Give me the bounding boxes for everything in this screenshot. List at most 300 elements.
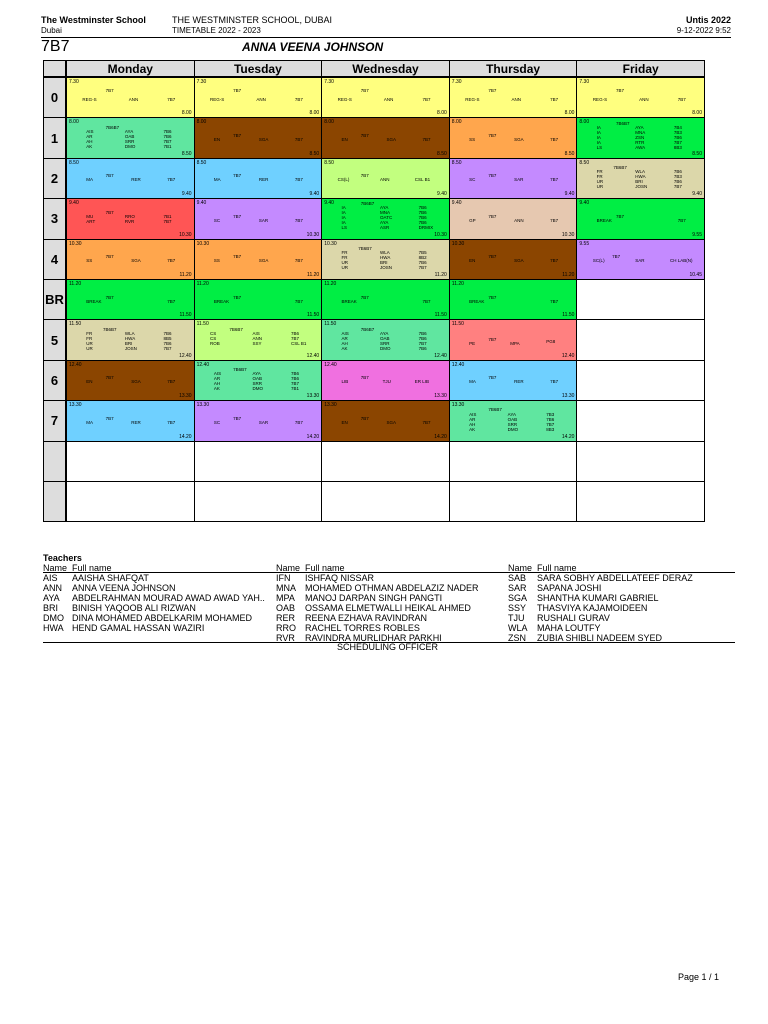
lesson-block: [576, 117, 705, 158]
lesson-block: [321, 360, 450, 401]
scheduling-officer: SCHEDULING OFFICER: [337, 642, 439, 652]
lesson-entry: AIS AR AH AK: [469, 411, 477, 432]
lesson-entry: 7B6 7B6 7B6 7B6 DRMIX: [418, 205, 434, 231]
period-label: 6: [43, 360, 66, 401]
lesson-entry: IA IA IA IA LS: [596, 124, 603, 150]
teacher-row: [43, 623, 265, 633]
lesson-block: [449, 279, 578, 320]
lesson-entry: 7B7: [233, 254, 242, 260]
teacher-fullname: HEND GAMAL HASSAN WAZIRI: [72, 623, 205, 633]
timetable-cell: [321, 441, 450, 482]
lesson-entry: 7B7: [550, 379, 559, 385]
lesson-entry: SGA: [386, 137, 396, 143]
lesson-end-time: 8.50: [564, 150, 575, 157]
lesson-end-time: 11.20: [434, 271, 447, 278]
lesson-end-time: 11.50: [434, 312, 447, 319]
lesson-start-time: 8.00: [69, 119, 79, 126]
lesson-start-time: 9.40: [324, 200, 334, 207]
teacher-row: [43, 613, 265, 623]
lesson-end-time: 10.30: [306, 231, 320, 238]
lesson-entry: AYA MNA OATC AYA ASR: [380, 205, 393, 231]
teacher-fullname: SARA SOBHY ABDELLATEEF DERAZ: [537, 573, 693, 583]
lesson-start-time: 8.50: [69, 159, 79, 166]
teacher-fullname: REENA EZHAVA RAVINDRAN: [305, 613, 428, 623]
lesson-entry: 7B7: [167, 177, 176, 183]
lesson-entry: 7B7: [550, 217, 559, 223]
lesson-entry: 7B7: [294, 137, 303, 143]
lesson-entry: 7B7: [105, 173, 114, 179]
teacher-fullname: ANNA VEENA JOHNSON: [72, 583, 176, 593]
period-label: 0: [43, 77, 66, 118]
teacher-abbr: OAB: [276, 603, 296, 613]
lesson-start-time: 11.20: [324, 281, 337, 287]
lesson-start-time: 9.40: [196, 200, 207, 207]
lesson-entry: REG-S: [465, 96, 480, 102]
school-city: Dubai: [41, 26, 62, 35]
header-divider: [41, 37, 731, 38]
lesson-end-time: 8.00: [437, 110, 447, 117]
lesson-end-time: 11.50: [562, 312, 575, 319]
lesson-block: [194, 360, 323, 401]
lesson-start-time: 13.30: [324, 402, 337, 409]
lesson-entry: AIS AR AH AK: [341, 330, 349, 351]
lesson-block: [576, 198, 705, 239]
lesson-entry: SGA: [131, 379, 141, 385]
teacher-fullname: MOHAMED OTHMAN ABDELAZIZ NADER: [305, 583, 479, 593]
lesson-end-time: 12.40: [561, 352, 575, 359]
teacher-fullname: RAVINDRA MURLIDHAR PARKHI: [305, 633, 442, 643]
lesson-entry: RER: [514, 379, 524, 385]
teacher-abbr: HWA: [43, 623, 64, 633]
lesson-entry: AIS AR AH AK: [213, 371, 222, 392]
timetable-cell: [576, 481, 705, 522]
lesson-end-time: 9.55: [692, 231, 702, 238]
teacher-abbr: ZSN: [508, 633, 526, 643]
lesson-entry: SAR: [514, 177, 524, 183]
lesson-start-time: 11.50: [196, 321, 209, 328]
lesson-start-time: 8.50: [324, 159, 334, 166]
lesson-start-time: 13.30: [196, 402, 210, 409]
lesson-entry: LIB: [341, 379, 349, 385]
lesson-entry: RER: [131, 177, 141, 183]
lesson-entry: AIS AR AH AK: [86, 128, 94, 149]
lesson-entry: FR FR UR UR: [341, 250, 348, 270]
lesson-block: [576, 158, 705, 199]
lesson-end-time: 10.30: [179, 231, 192, 238]
lesson-entry: 7B6 7B6 7B7 7B1: [163, 128, 172, 149]
lesson-entry: 7B6B7: [360, 201, 375, 207]
lesson-entry: 7B7: [488, 337, 497, 343]
lesson-entry: 7B7: [422, 137, 431, 143]
lesson-entry: 7B4 7B3 7B6 7B7 8B3: [673, 124, 682, 150]
school-full-name: THE WESTMINSTER SCHOOL, DUBAI: [172, 15, 333, 25]
timetable-cell: [449, 481, 578, 522]
lesson-end-time: 13.30: [306, 393, 320, 400]
lesson-entry: 7B6B7: [229, 326, 243, 332]
lesson-end-time: 9.40: [309, 191, 320, 198]
teacher-fullname: THASVIYA KAJAMOIDEEN: [537, 603, 648, 613]
lesson-entry: 7B7: [360, 132, 369, 138]
lesson-entry: 7B7: [677, 96, 686, 102]
lesson-entry: ANN: [128, 96, 139, 102]
teacher-fullname: MANOJ DARPAN SINGH PANGTI: [305, 593, 443, 603]
lesson-entry: AYA OAB SRR DMO: [252, 371, 263, 392]
lesson-entry: 7B1 7B7: [163, 213, 172, 224]
teacher-abbr: SAR: [508, 583, 527, 593]
lesson-entry: WLA HWA BRI JOSN: [380, 250, 393, 270]
lesson-start-time: 12.40: [196, 361, 210, 368]
lesson-entry: SC: [469, 177, 476, 183]
day-header: Wednesday: [321, 60, 450, 77]
teacher-abbr: MNA: [276, 583, 296, 593]
lesson-block: [66, 319, 195, 360]
lesson-entry: 7B7: [294, 298, 303, 304]
teacher-row: [276, 623, 479, 633]
period-label: [43, 441, 66, 482]
lesson-start-time: 7.30: [196, 79, 207, 85]
lesson-start-time: 8.00: [196, 119, 207, 126]
lesson-end-time: 10.30: [561, 231, 575, 238]
lesson-start-time: 11.50: [69, 321, 82, 328]
lesson-entry: 7B5 8B2 7B6 7B7: [418, 250, 427, 270]
lesson-block: [321, 117, 450, 158]
lesson-entry: 7B7: [422, 96, 431, 102]
lesson-block: [449, 400, 578, 441]
lesson-start-time: 10.30: [196, 240, 210, 247]
lesson-start-time: 13.30: [69, 402, 82, 409]
lesson-entry: 7B7: [233, 132, 242, 138]
teacher-fullname: SHANTHA KUMARI GABRIEL: [537, 593, 659, 603]
teacher-abbr: MPA: [276, 593, 295, 603]
lesson-start-time: 7.30: [451, 79, 462, 85]
lesson-block: [449, 198, 578, 239]
lesson-entry: SAR: [635, 258, 645, 264]
lesson-entry: SC: [213, 217, 221, 223]
teacher-fullname: ZUBIA SHIBLI NADEEM SYED: [537, 633, 663, 643]
lesson-entry: SGA: [258, 137, 269, 143]
lesson-entry: 7B7: [488, 173, 497, 179]
lesson-entry: 7B7: [360, 88, 369, 94]
lesson-entry: AYA OAB SRR DMO: [124, 128, 136, 149]
period-label: 7: [43, 400, 66, 441]
timetable-cell: [66, 481, 195, 522]
lesson-entry: ANN: [380, 177, 390, 183]
teacher-abbr: RRO: [276, 623, 296, 633]
lesson-start-time: 10.30: [451, 240, 465, 247]
lesson-entry: EN: [341, 419, 348, 425]
lesson-entry: 7B7: [233, 294, 242, 300]
lesson-entry: BREAK: [469, 298, 485, 304]
timetable-grid: [43, 60, 704, 521]
lesson-start-time: 9.40: [69, 200, 79, 207]
lesson-start-time: 7.30: [579, 79, 590, 85]
lesson-end-time: 8.00: [692, 110, 702, 117]
abbr-header: Name: [276, 563, 301, 573]
teacher-fullname: RUSHALI GURAV: [537, 613, 610, 623]
lesson-start-time: 13.30: [451, 402, 465, 409]
lesson-entry: 7B7: [422, 419, 431, 425]
class-code: 7B7: [41, 38, 70, 55]
lesson-entry: 7B7: [294, 419, 303, 425]
lesson-end-time: 11.20: [307, 271, 320, 278]
lesson-entry: SC(L): [592, 258, 605, 264]
teacher-abbr: AIS: [43, 573, 58, 583]
lesson-entry: 7B7: [360, 294, 369, 300]
lesson-entry: EN: [86, 379, 93, 385]
teachers-title: Teachers: [43, 553, 82, 563]
teachers-column-2: [276, 573, 479, 643]
lesson-entry: GP: [469, 217, 476, 223]
lesson-end-time: 8.50: [437, 150, 447, 157]
lesson-start-time: 11.50: [451, 321, 464, 328]
lesson-entry: MA: [86, 419, 94, 425]
lesson-entry: SGA: [514, 137, 524, 143]
timetable-cell: [576, 360, 705, 401]
lesson-entry: MU ART: [86, 213, 96, 224]
lesson-entry: BREAK: [213, 298, 230, 304]
period-label: 3: [43, 198, 66, 239]
lesson-block: [194, 77, 323, 118]
day-header: Tuesday: [194, 60, 323, 77]
lesson-entry: ANN: [511, 96, 522, 102]
lesson-start-time: 11.50: [324, 321, 337, 328]
lesson-entry: 7B7: [294, 96, 303, 102]
lesson-entry: 7B7: [233, 88, 242, 94]
lesson-start-time: 12.40: [324, 361, 337, 368]
period-label: 5: [43, 319, 66, 360]
lesson-entry: 7B7: [105, 254, 114, 260]
teacher-abbr: WLA: [508, 623, 528, 633]
teacher-abbr: SAB: [508, 573, 527, 583]
teacher-fullname: DINA MOHAMED ABDELKARIM MOHAMED: [72, 613, 253, 623]
lesson-entry: IA IA IA IA LS: [341, 205, 347, 231]
lesson-end-time: 14.20: [561, 433, 575, 440]
lesson-entry: SGA: [386, 419, 396, 425]
lesson-block: [66, 360, 195, 401]
lesson-entry: WLA HWA BRI JOSN: [635, 169, 648, 190]
lesson-end-time: 14.20: [434, 433, 447, 440]
lesson-start-time: 8.50: [196, 159, 207, 166]
lesson-entry: PG8: [546, 339, 556, 345]
lesson-block: [449, 158, 578, 199]
lesson-block: [449, 319, 578, 360]
lesson-block: [449, 77, 578, 118]
teacher-row: [508, 613, 693, 623]
lesson-entry: MA: [469, 379, 476, 385]
lesson-entry: REG-S: [592, 96, 608, 102]
lesson-block: [576, 77, 705, 118]
teacher-abbr: AYA: [43, 593, 60, 603]
lesson-entry: 7B7: [360, 173, 369, 179]
lesson-start-time: 11.20: [196, 281, 209, 287]
timetable-cell: [66, 441, 195, 482]
lesson-entry: 7B7: [550, 137, 559, 143]
lesson-entry: 7B6 8B5 7B6 7B7: [163, 330, 172, 351]
lesson-entry: 7B7: [294, 217, 303, 223]
lesson-start-time: 10.30: [69, 240, 82, 247]
lesson-block: [321, 77, 450, 118]
lesson-entry: BREAK: [341, 298, 357, 304]
lesson-entry: 7B7: [488, 294, 497, 300]
teacher-row: [508, 593, 693, 603]
teacher-abbr: BRI: [43, 603, 59, 613]
lesson-entry: SGA: [131, 258, 141, 264]
lesson-start-time: 8.00: [579, 119, 590, 126]
lesson-entry: ER LIB: [414, 379, 430, 385]
lesson-block: [194, 239, 323, 280]
lesson-entry: EN: [341, 137, 348, 143]
teacher-row: [276, 613, 479, 623]
lesson-end-time: 11.20: [179, 271, 192, 278]
lesson-start-time: 7.30: [324, 79, 334, 85]
timetable-owner: ANNA VEENA JOHNSON: [242, 40, 384, 54]
lesson-entry: 7B7: [488, 88, 497, 94]
lesson-entry: 7B7: [360, 415, 369, 421]
lesson-entry: 7B7: [233, 213, 242, 219]
lesson-entry: AYA OAB SRR DMO: [380, 330, 391, 351]
lesson-block: [449, 360, 578, 401]
lesson-entry: RER: [131, 419, 141, 425]
timetable-cell: [576, 319, 705, 360]
lesson-end-time: 9.40: [564, 191, 575, 198]
timetable-cell: [194, 481, 323, 522]
period-label: [43, 481, 66, 522]
teacher-abbr: DMO: [43, 613, 64, 623]
teacher-row: [508, 583, 693, 593]
lesson-entry: SS: [213, 258, 220, 264]
timetable-cell: [449, 441, 578, 482]
lesson-end-time: 8.50: [309, 150, 320, 157]
teacher-row: [508, 623, 693, 633]
teachers-column-1: [43, 573, 265, 633]
lesson-entry: 7B7: [612, 254, 621, 260]
lesson-end-time: 9.40: [692, 191, 702, 198]
lesson-block: [194, 158, 323, 199]
lesson-end-time: 10.30: [434, 231, 447, 238]
lesson-end-time: 8.50: [181, 150, 192, 157]
lesson-block: [576, 239, 705, 280]
lesson-entry: 7B7: [422, 298, 431, 304]
lesson-entry: CS CS ROB: [210, 330, 220, 346]
print-datetime: 9-12-2022 9:52: [676, 26, 731, 35]
lesson-end-time: 14.20: [179, 433, 192, 440]
teacher-fullname: AAISHA SHAFQAT: [72, 573, 149, 583]
timetable-year: TIMETABLE 2022 - 2023: [172, 26, 261, 35]
lesson-start-time: 9.40: [451, 200, 462, 207]
day-header: Friday: [576, 60, 705, 77]
lesson-entry: 7B7: [167, 379, 176, 385]
lesson-start-time: 11.20: [69, 281, 82, 287]
lesson-entry: SS: [469, 137, 476, 143]
lesson-entry: REG-S: [82, 96, 97, 102]
lesson-block: [66, 279, 195, 320]
teacher-row: [43, 603, 265, 613]
lesson-block: [194, 319, 323, 360]
lesson-entry: CSL B1: [414, 177, 431, 183]
lesson-entry: 7B7: [294, 177, 303, 183]
lesson-entry: 7B6 7B3 7B6 7B7: [673, 169, 682, 190]
lesson-block: [66, 400, 195, 441]
teacher-abbr: IFN: [276, 573, 291, 583]
teacher-fullname: ABDELRAHMAN MOURAD AWAD AWAD YAH..: [72, 593, 265, 603]
teacher-abbr: RVR: [276, 633, 295, 643]
lesson-entry: 7B7: [615, 88, 624, 94]
teacher-fullname: ISHFAQ NISSAR: [305, 573, 375, 583]
teacher-row: [276, 583, 479, 593]
lesson-entry: 7B7: [294, 258, 303, 264]
timetable-cell: [576, 441, 705, 482]
lesson-entry: 7B6B7: [358, 245, 372, 251]
lesson-block: [194, 198, 323, 239]
period-label: 4: [43, 239, 66, 280]
lesson-entry: 7B7: [550, 96, 559, 102]
lesson-end-time: 8.00: [309, 110, 320, 117]
lesson-entry: 7B7: [488, 132, 497, 138]
lesson-entry: BREAK: [86, 298, 102, 304]
lesson-end-time: 12.40: [179, 352, 192, 359]
lesson-end-time: 13.30: [434, 393, 447, 400]
lesson-start-time: 8.50: [579, 159, 590, 166]
lesson-block: [194, 400, 323, 441]
teacher-abbr: SSY: [508, 603, 527, 613]
lesson-start-time: 10.30: [324, 240, 337, 247]
lesson-entry: 7B7: [105, 88, 114, 94]
lesson-entry: MA: [86, 177, 94, 183]
timetable-cell: [194, 441, 323, 482]
lesson-entry: SAR: [258, 217, 269, 223]
grid-corner: [43, 60, 66, 77]
period-label: BR: [43, 279, 66, 320]
lesson-block: [66, 239, 195, 280]
lesson-entry: 7B6 7B7 CSL B1: [291, 330, 307, 346]
lesson-entry: 7B7: [167, 258, 176, 264]
lesson-entry: 7B6 7B6 7B7 7B6: [418, 330, 427, 351]
lesson-block: [194, 279, 323, 320]
software-version: Untis 2022: [685, 15, 731, 25]
lesson-entry: SS: [86, 258, 93, 264]
teacher-fullname: OSSAMA ELMETWALLI HEIKAL AHMED: [305, 603, 471, 613]
lesson-entry: 7B7: [550, 177, 559, 183]
lesson-end-time: 8.00: [564, 110, 575, 117]
lesson-entry: RRO RVR: [124, 213, 135, 224]
lesson-block: [321, 239, 450, 280]
lesson-entry: 7B7: [105, 415, 114, 421]
lesson-end-time: 11.50: [179, 312, 192, 319]
lesson-block: [321, 158, 450, 199]
lesson-entry: FR FR UR UR: [86, 330, 93, 351]
lesson-entry: 7B6B7: [103, 326, 117, 332]
fullname-header: Full name: [72, 563, 112, 573]
lesson-end-time: 13.30: [179, 393, 192, 400]
lesson-entry: 7B7: [233, 415, 242, 421]
lesson-end-time: 8.50: [692, 150, 702, 157]
lesson-entry: 7B6B7: [105, 124, 120, 130]
teachers-column-3: [508, 573, 693, 643]
lesson-block: [66, 77, 195, 118]
teacher-abbr: SGA: [508, 593, 528, 603]
lesson-entry: 7B6B7: [360, 326, 375, 332]
period-label: 2: [43, 158, 66, 199]
lesson-start-time: 12.40: [451, 361, 465, 368]
teacher-abbr: TJU: [508, 613, 525, 623]
lesson-entry: AYA MNA ZSN RTR AWA: [635, 124, 646, 150]
teacher-row: [276, 603, 479, 613]
lesson-entry: PE: [469, 341, 476, 347]
teacher-abbr: ANN: [43, 583, 63, 593]
teacher-fullname: MAHA LOUTFY: [537, 623, 601, 633]
timetable-cell: [321, 481, 450, 522]
lesson-entry: 7B6B7: [233, 367, 247, 373]
